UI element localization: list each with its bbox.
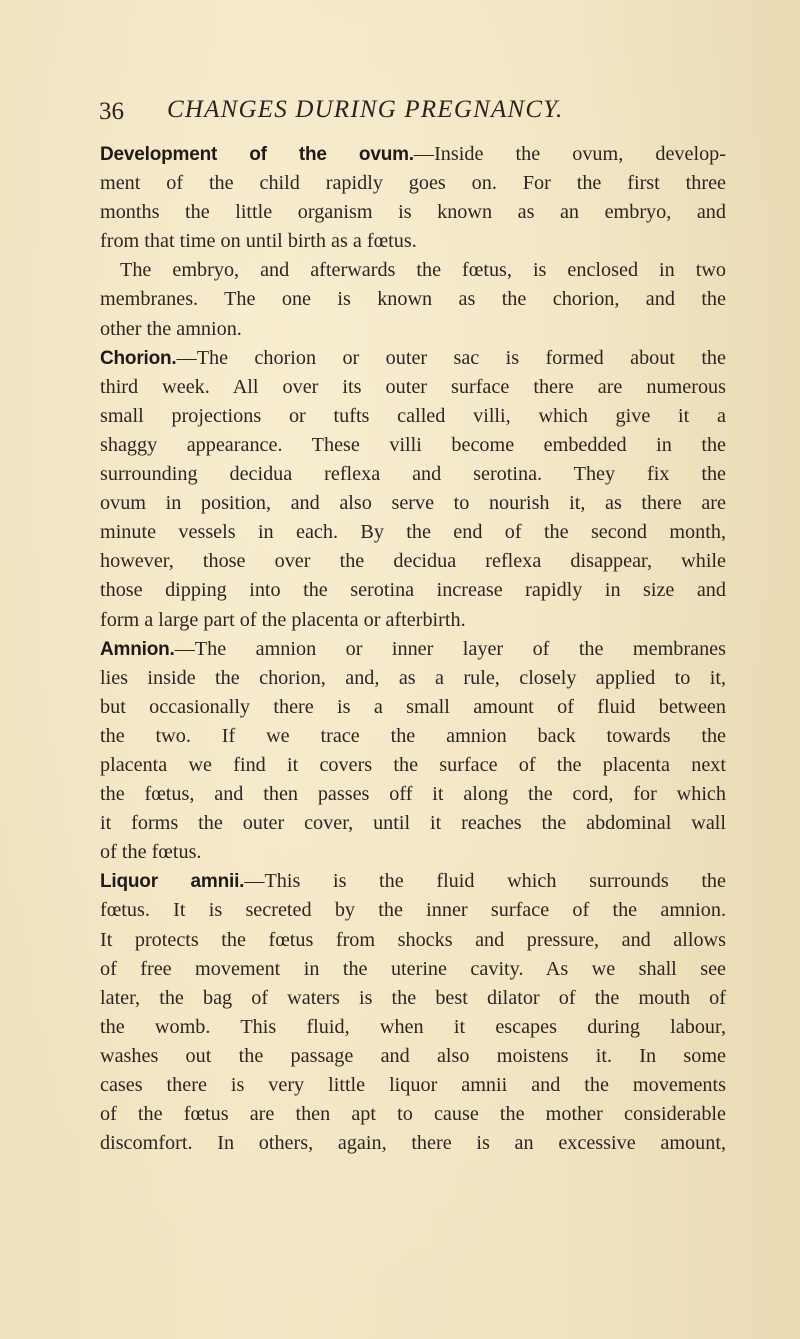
text-line: it forms the outer cover, until it reaches the abdominal wall <box>100 812 726 835</box>
text-line: those dipping into the serotina increase rapidly in size and <box>100 579 726 602</box>
text-line: ovum in position, and also serve to nourish it, as there are <box>100 492 726 515</box>
text-line: from that time on until birth as a fœtus. <box>100 230 417 253</box>
section-heading: Amnion. <box>100 638 175 660</box>
paragraph-chorion <box>100 344 726 635</box>
text-line: The embryo, and afterwards the fœtus, is enclosed in two <box>120 259 726 282</box>
text-line: shaggy appearance. These villi become embedded in the <box>100 433 726 456</box>
text-line: but occasionally there is a small amount of fluid between <box>100 695 726 718</box>
text-line: small projections or tufts called villi, which give it a <box>100 404 726 427</box>
section-heading: Development of the ovum. <box>100 144 414 165</box>
text-line: the womb. This fluid, when it escapes during labour, <box>100 1015 726 1038</box>
text-line: the fœtus, and then passes off it along the cord, for which <box>100 783 726 806</box>
text-line: —Inside the ovum, develop- <box>413 143 726 165</box>
paragraph-liquor-amnii <box>100 867 726 1158</box>
section-heading: Chorion. <box>100 347 177 369</box>
text-line: third week. All over its outer surface there are numerous <box>100 375 726 398</box>
text-line: form a large part of the placenta or afterbirth. <box>100 608 466 631</box>
text-line: of the fœtus are then apt to cause the mother considerable <box>100 1103 726 1126</box>
body-text <box>100 140 726 1158</box>
text-line: other the amnion. <box>100 317 242 340</box>
text-line: fœtus. It is secreted by the inner surface of the amnion. <box>100 899 726 922</box>
paragraph-membranes <box>100 256 726 343</box>
text-line: surrounding decidua reflexa and serotina. They fix the <box>100 463 726 486</box>
text-line: of the fœtus. <box>100 841 202 864</box>
running-title: CHANGES DURING PREGNANCY. <box>167 96 564 123</box>
text-line: membranes. The one is known as the chorion, and the <box>100 288 726 311</box>
text-line: —The chorion or outer sac is formed about the <box>176 346 726 369</box>
text-line: washes out the passage and also moistens it. In some <box>100 1044 726 1067</box>
text-line: It protects the fœtus from shocks and pressure, and allows <box>100 928 726 951</box>
text-line: ment of the child rapidly goes on. For the first three <box>100 172 726 195</box>
text-line: —The amnion or inner layer of the membranes <box>174 637 726 660</box>
text-line: however, those over the decidua reflexa disappear, while <box>100 550 726 573</box>
text-line: placenta we find it covers the surface of the placenta next <box>100 753 726 776</box>
section-heading: Liquor amnii. <box>100 871 245 893</box>
text-line: later, the bag of waters is the best dilator of the mouth of <box>100 986 726 1009</box>
paragraph-amnion <box>100 635 726 868</box>
page-number: 36 <box>99 98 124 125</box>
text-line: months the little organism is known as an embryo, and <box>100 201 726 224</box>
running-head <box>99 96 739 130</box>
text-line: cases there is very little liquor amnii and the movements <box>100 1074 726 1096</box>
text-line: lies inside the chorion, and, as a rule, closely applied to it, <box>100 666 726 689</box>
text-line: discomfort. In others, again, there is an excessive amount, <box>100 1132 726 1155</box>
text-line: the two. If we trace the amnion back towards the <box>100 724 726 747</box>
text-line: minute vessels in each. By the end of the second month, <box>100 521 726 544</box>
text-line: of free movement in the uterine cavity. As we shall see <box>100 957 726 980</box>
text-line: —This is the fluid which surrounds the <box>244 870 726 893</box>
paragraph-development-of-ovum <box>100 140 726 256</box>
